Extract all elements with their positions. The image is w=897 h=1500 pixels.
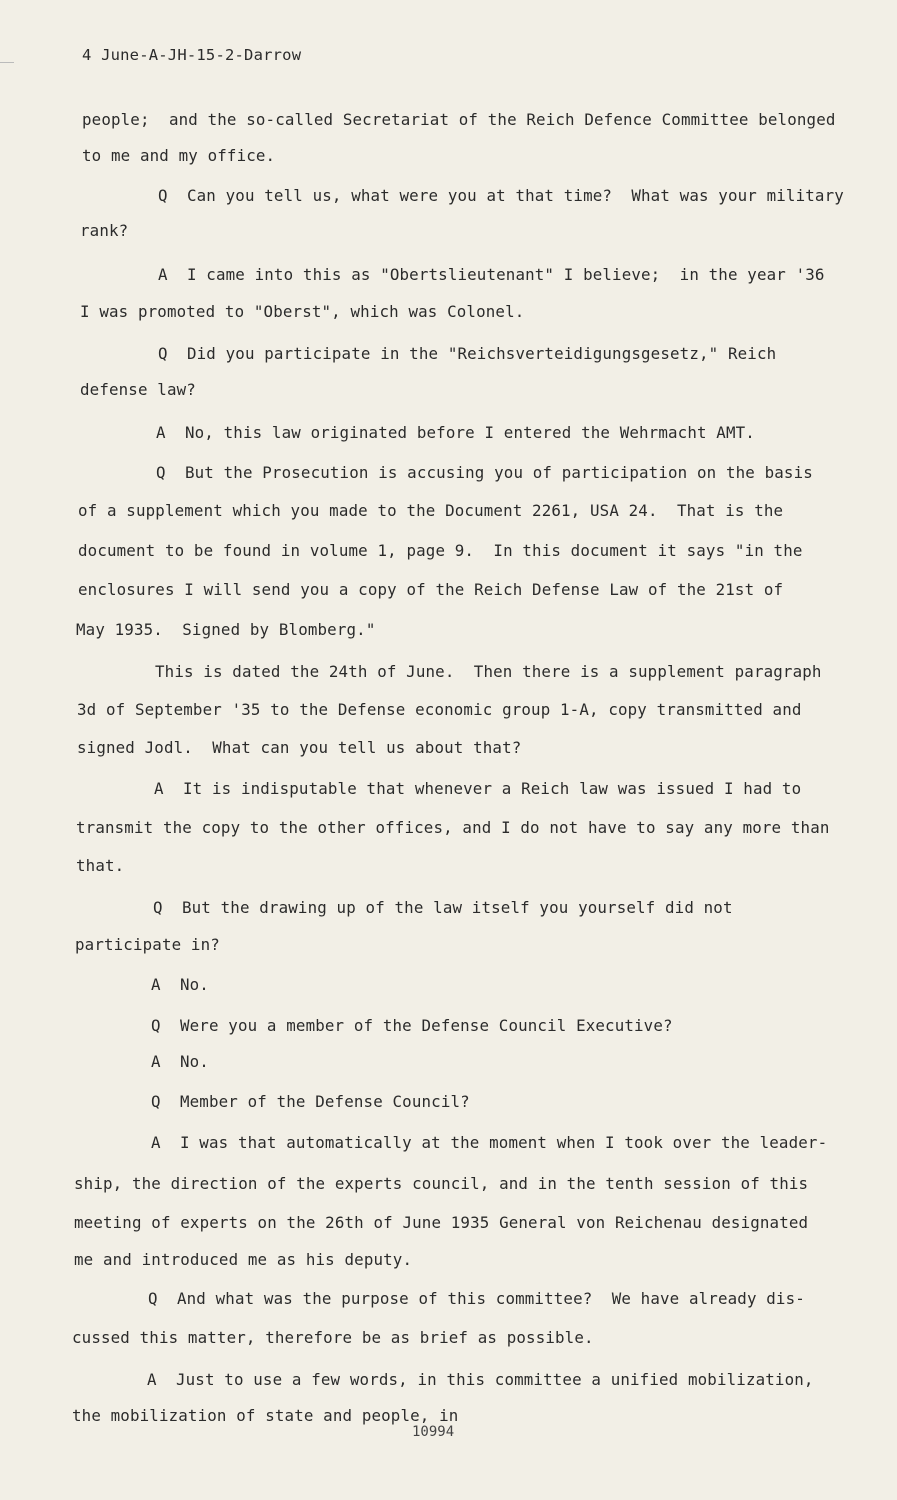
text-line: cussed this matter, therefore be as brief as possible. (72, 1328, 594, 1347)
text-line: people; and the so-called Secretariat of the Reich Defence Committee belonged (82, 110, 836, 129)
text-line: A I was that automatically at the moment when I took over the leader- (151, 1133, 828, 1152)
text-line: I was promoted to "Oberst", which was Colonel. (80, 302, 525, 321)
text-line: participate in? (75, 935, 220, 954)
text-line: meeting of experts on the 26th of June 1935 General von Reichenau designated (74, 1213, 809, 1232)
text-line: A Just to use a few words, in this committee a unified mobilization, (147, 1370, 814, 1389)
text-line: defense law? (80, 380, 196, 399)
text-line: Q And what was the purpose of this committee? We have already dis- (148, 1289, 805, 1308)
text-line: transmit the copy to the other offices, and I do not have to say any more than (76, 818, 830, 837)
text-line: enclosures I will send you a copy of the Reich Defense Law of the 21st of (78, 580, 784, 599)
text-line: Q Can you tell us, what were you at that time? What was your military (158, 186, 844, 205)
text-line: Q But the Prosecution is accusing you of participation on the basis (156, 463, 813, 482)
text-line: This is dated the 24th of June. Then there is a supplement paragraph (155, 662, 822, 681)
text-line: 3d of September '35 to the Defense economic group 1-A, copy transmitted and (77, 700, 802, 719)
text-line: ship, the direction of the experts council, and in the tenth session of this (74, 1174, 809, 1193)
text-line: Q Were you a member of the Defense Council Executive? (151, 1016, 673, 1035)
text-line: A No, this law originated before I entered the Wehrmacht AMT. (156, 423, 755, 442)
text-line: May 1935. Signed by Blomberg." (76, 620, 376, 639)
text-line: the mobilization of state and people, in (72, 1406, 459, 1425)
text-line: document to be found in volume 1, page 9. In this document it says "in the (78, 541, 803, 560)
text-line: A No. (151, 975, 209, 994)
page-header: 4 June-A-JH-15-2-Darrow (82, 46, 302, 64)
text-line: A No. (151, 1052, 209, 1071)
text-line: A It is indisputable that whenever a Reich law was issued I had to (154, 779, 802, 798)
page-number: 10994 (412, 1424, 455, 1440)
text-line: A I came into this as "Obertslieutenant" I believe; in the year '36 (158, 265, 825, 284)
text-line: me and introduced me as his deputy. (74, 1250, 413, 1269)
text-line: signed Jodl. What can you tell us about that? (77, 738, 522, 757)
text-line: Q But the drawing up of the law itself you yourself did not (153, 898, 733, 917)
text-line: of a supplement which you made to the Document 2261, USA 24. That is the (78, 501, 784, 520)
text-line: Q Member of the Defense Council? (151, 1092, 470, 1111)
text-line: rank? (80, 221, 129, 240)
text-line: that. (76, 856, 125, 875)
text-line: to me and my office. (82, 146, 276, 165)
margin-mark (0, 62, 14, 63)
text-line: Q Did you participate in the "Reichsverteidigungsgesetz," Reich (158, 344, 777, 363)
